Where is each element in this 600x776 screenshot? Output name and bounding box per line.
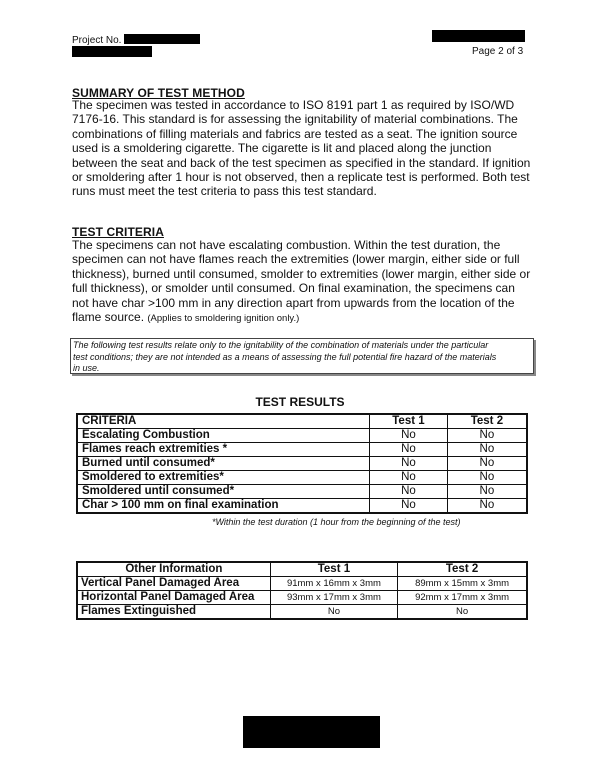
table-row bbox=[77, 485, 527, 499]
other-info-table bbox=[76, 561, 528, 620]
criteria-line: specimen can not have flames reach the extremities (lower margin, either side or full bbox=[72, 252, 520, 267]
criteria-line-last bbox=[72, 310, 532, 326]
result-cell: No bbox=[447, 443, 527, 457]
table-row bbox=[77, 471, 527, 485]
table-row bbox=[77, 429, 527, 443]
info-label-cell: Horizontal Panel Damaged Area bbox=[77, 591, 270, 605]
criteria-line: flame source. bbox=[72, 310, 145, 325]
info-value-cell: No bbox=[270, 605, 397, 620]
criteria-cell: Smoldered until consumed* bbox=[77, 485, 370, 499]
disclaimer-line: in use. bbox=[73, 363, 100, 373]
result-cell: No bbox=[370, 429, 448, 443]
criteria-cell: Smoldered to extremities* bbox=[77, 471, 370, 485]
table-header-row bbox=[77, 562, 527, 577]
results-footnote: *Within the test duration (1 hour from the beginning of the test) bbox=[212, 517, 461, 527]
summary-line: used is a smoldering cigarette. The cigarette is lit and placed along the junction bbox=[72, 141, 492, 156]
summary-line: runs must meet the test criteria to pass this test standard. bbox=[72, 184, 377, 199]
column-header: Test 2 bbox=[398, 562, 527, 577]
summary-line: combinations of filling materials and fabrics are tested as a seat. The ignition source bbox=[72, 126, 518, 141]
result-cell: No bbox=[447, 471, 527, 485]
redaction-bar bbox=[432, 30, 525, 42]
criteria-line: not have char >100 mm in any direction apart from upwards from the location of the bbox=[72, 295, 515, 310]
info-label-cell: Vertical Panel Damaged Area bbox=[77, 577, 270, 591]
summary-line: between the seat and back of the test specimen as specified in the standard. If ignition bbox=[72, 155, 531, 170]
result-cell: No bbox=[370, 457, 448, 471]
criteria-line: The specimens can not have escalating combustion. Within the test duration, the bbox=[72, 238, 501, 252]
criteria-line: full thickness), or smolder until consumed. On final examination, the specimens can bbox=[72, 281, 515, 296]
table-row bbox=[77, 499, 527, 514]
page-number: Page 2 of 3 bbox=[472, 46, 524, 57]
criteria-cell: Escalating Combustion bbox=[77, 429, 370, 443]
criteria-cell: Flames reach extremities * bbox=[77, 443, 370, 457]
criteria-cell: Char > 100 mm on final examination bbox=[77, 499, 370, 514]
info-label-cell: Flames Extinguished bbox=[77, 605, 270, 620]
redaction-bar bbox=[124, 34, 200, 44]
column-header: Test 1 bbox=[370, 414, 448, 429]
summary-line: The specimen was tested in accordance to ISO 8191 part 1 as required by ISO/WD bbox=[72, 98, 515, 112]
redaction-bar bbox=[243, 716, 380, 748]
criteria-line: thickness), burned until consumed, smolder to extremities (lower margin, either side or bbox=[72, 266, 531, 281]
project-number-label: Project No. bbox=[72, 35, 122, 46]
result-cell: No bbox=[370, 443, 448, 457]
info-value-cell: 93mm x 17mm x 3mm bbox=[270, 591, 397, 605]
table-row bbox=[77, 457, 527, 471]
column-header: Other Information bbox=[77, 562, 270, 577]
result-cell: No bbox=[370, 499, 448, 514]
result-cell: No bbox=[370, 471, 448, 485]
summary-line: 7176-16. This standard is for assessing the ignitability of material combinations. The bbox=[72, 112, 518, 127]
info-value-cell: 91mm x 16mm x 3mm bbox=[270, 577, 397, 591]
result-cell: No bbox=[370, 485, 448, 499]
criteria-heading: TEST CRITERIA bbox=[72, 225, 164, 239]
column-header: Test 2 bbox=[447, 414, 527, 429]
info-value-cell: No bbox=[398, 605, 527, 620]
disclaimer-line: The following test results relate only to the ignitability of the combination of materials under the particular bbox=[73, 340, 489, 350]
result-cell: No bbox=[447, 485, 527, 499]
results-heading: TEST RESULTS bbox=[255, 395, 345, 409]
disclaimer-box bbox=[70, 338, 534, 374]
summary-paragraph bbox=[72, 98, 532, 199]
table-row bbox=[77, 443, 527, 457]
redaction-bar bbox=[72, 46, 152, 57]
criteria-cell: Burned until consumed* bbox=[77, 457, 370, 471]
table-row bbox=[77, 577, 527, 591]
result-cell: No bbox=[447, 429, 527, 443]
criteria-note: (Applies to smoldering ignition only.) bbox=[147, 313, 300, 325]
table-row bbox=[77, 605, 527, 620]
criteria-paragraph bbox=[72, 238, 532, 326]
summary-line: or smoldering after 1 hour is not observed, then a replicate test is performed. Both test bbox=[72, 170, 530, 185]
summary-heading: SUMMARY OF TEST METHOD bbox=[72, 86, 245, 100]
table-header-row bbox=[77, 414, 527, 429]
info-value-cell: 89mm x 15mm x 3mm bbox=[398, 577, 527, 591]
table-row bbox=[77, 591, 527, 605]
results-table bbox=[76, 413, 528, 514]
disclaimer-line: test conditions; they are not intended as a means of assessing the full potential fire hazard of the materials bbox=[73, 351, 497, 362]
info-value-cell: 92mm x 17mm x 3mm bbox=[398, 591, 527, 605]
result-cell: No bbox=[447, 499, 527, 514]
result-cell: No bbox=[447, 457, 527, 471]
column-header: Test 1 bbox=[270, 562, 397, 577]
column-header: CRITERIA bbox=[77, 414, 370, 429]
